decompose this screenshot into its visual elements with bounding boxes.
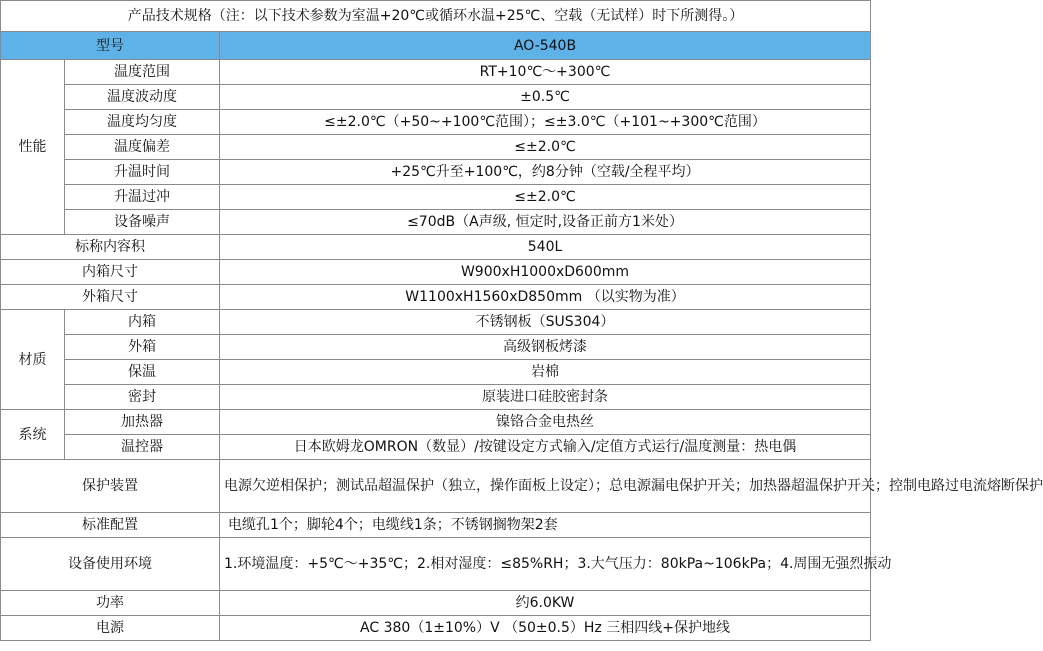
model-row bbox=[1, 32, 871, 60]
supply-value: AC 380（1±10%）V （50±0.5）Hz 三相四线+保护地线 bbox=[220, 616, 871, 641]
environment-value: 1.环境温度：+5℃～+35℃；2.相对湿度：≤85%RH；3.大气压力：80kPa~106kPa；4.周围无强烈振动 bbox=[220, 538, 871, 591]
row-value: 高级钢板烤漆 bbox=[220, 335, 871, 360]
row-label: 温控器 bbox=[65, 435, 220, 460]
outer-size-value: W1100xH1560xD850mm （以实物为准） bbox=[220, 285, 871, 310]
row-label: 设备噪声 bbox=[65, 210, 220, 235]
row-label: 外箱 bbox=[65, 335, 220, 360]
model-value: AO-540B bbox=[220, 32, 871, 60]
row-value: 不锈钢板（SUS304） bbox=[220, 310, 871, 335]
row-label: 温度偏差 bbox=[65, 135, 220, 160]
row-label: 升温过冲 bbox=[65, 185, 220, 210]
row-label: 保温 bbox=[65, 360, 220, 385]
table-caption: 产品技术规格（注：以下技术参数为室温+20℃或循环水温+25℃、空载（无试样）时下所测得。） bbox=[1, 1, 871, 32]
capacity-label: 标称内容积 bbox=[1, 235, 220, 260]
table-row bbox=[1, 235, 871, 260]
table-row bbox=[1, 185, 871, 210]
standard-label: 标准配置 bbox=[1, 513, 220, 538]
row-label: 温度波动度 bbox=[65, 85, 220, 110]
table-row bbox=[1, 260, 871, 285]
inner-size-value: W900xH1000xD600mm bbox=[220, 260, 871, 285]
table-row bbox=[1, 85, 871, 110]
row-label: 升温时间 bbox=[65, 160, 220, 185]
protection-label: 保护装置 bbox=[1, 460, 220, 513]
row-value: ≤±2.0℃ bbox=[220, 185, 871, 210]
environment-label: 设备使用环境 bbox=[1, 538, 220, 591]
row-value: ±0.5℃ bbox=[220, 85, 871, 110]
row-value: +25℃升至+100℃，约8分钟（空载/全程平均） bbox=[220, 160, 871, 185]
table-row bbox=[1, 435, 871, 460]
supply-label: 电源 bbox=[1, 616, 220, 641]
power-label: 功率 bbox=[1, 591, 220, 616]
table-row bbox=[1, 591, 871, 616]
row-value: ≤±2.0℃（+50~+100℃范围）；≤±3.0℃（+101~+300℃范围） bbox=[220, 110, 871, 135]
row-label: 内箱 bbox=[65, 310, 220, 335]
table-row bbox=[1, 110, 871, 135]
table-row bbox=[1, 616, 871, 641]
table-row bbox=[1, 310, 871, 335]
table-row bbox=[1, 513, 871, 538]
table-row bbox=[1, 285, 871, 310]
row-label: 加热器 bbox=[65, 410, 220, 435]
row-value: 日本欧姆龙OMRON（数显）/按键设定方式输入/定值方式运行/温度测量：热电偶 bbox=[220, 435, 871, 460]
outer-size-label: 外箱尺寸 bbox=[1, 285, 220, 310]
group-label-system: 系统 bbox=[1, 410, 65, 460]
power-value: 约6.0KW bbox=[220, 591, 871, 616]
table-row bbox=[1, 385, 871, 410]
group-label-performance: 性能 bbox=[1, 60, 65, 235]
table-row bbox=[1, 210, 871, 235]
table-row bbox=[1, 538, 871, 591]
row-value: RT+10℃～+300℃ bbox=[220, 60, 871, 85]
table-row bbox=[1, 160, 871, 185]
table-row bbox=[1, 60, 871, 85]
row-value: 镍铬合金电热丝 bbox=[220, 410, 871, 435]
protection-value: 电源欠逆相保护；测试品超温保护（独立，操作面板上设定）；总电源漏电保护开关；加热器超温保护开关；控制电路过电流熔断保护 bbox=[220, 460, 871, 513]
standard-value: 电缆孔1个；脚轮4个；电缆线1条；不锈钢搁物架2套 bbox=[220, 513, 871, 538]
model-label: 型号 bbox=[1, 32, 220, 60]
row-label: 密封 bbox=[65, 385, 220, 410]
capacity-value: 540L bbox=[220, 235, 871, 260]
table-row bbox=[1, 135, 871, 160]
row-value: 原装进口硅胶密封条 bbox=[220, 385, 871, 410]
caption-row bbox=[1, 1, 871, 32]
row-value: ≤70dB（A声级, 恒定时,设备正前方1米处） bbox=[220, 210, 871, 235]
inner-size-label: 内箱尺寸 bbox=[1, 260, 220, 285]
row-label: 温度范围 bbox=[65, 60, 220, 85]
group-label-material: 材质 bbox=[1, 310, 65, 410]
table-row bbox=[1, 335, 871, 360]
table-row bbox=[1, 360, 871, 385]
table-row bbox=[1, 460, 871, 513]
row-value: 岩棉 bbox=[220, 360, 871, 385]
table-row bbox=[1, 410, 871, 435]
row-label: 温度均匀度 bbox=[65, 110, 220, 135]
row-value: ≤±2.0℃ bbox=[220, 135, 871, 160]
